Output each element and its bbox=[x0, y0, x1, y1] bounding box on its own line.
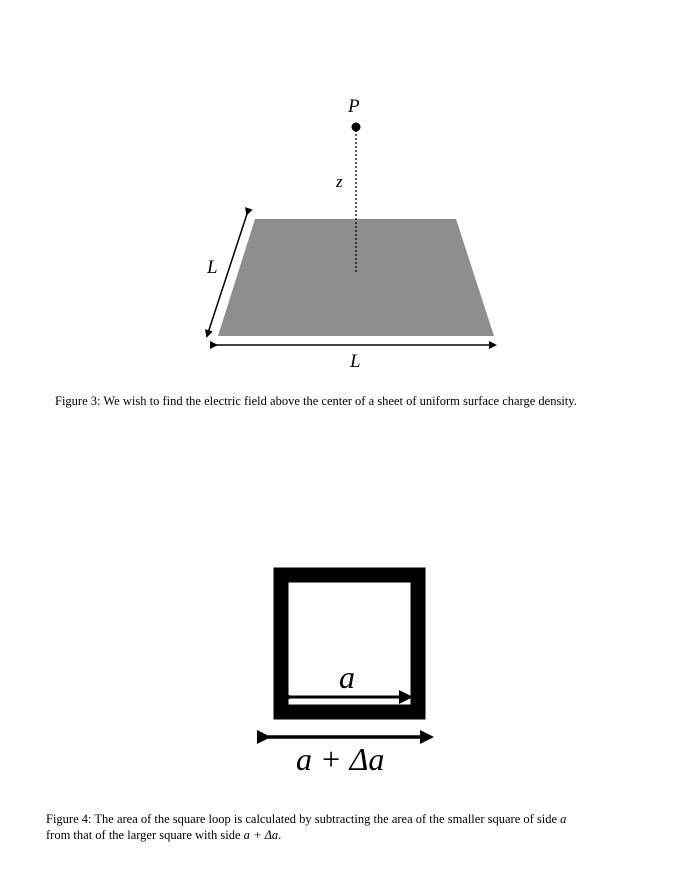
caption-line-2-suffix: . bbox=[278, 828, 282, 842]
caption-line-1-text: Figure 4: The area of the square loop is calculated by subtracting the area of the smaller square of side bbox=[46, 812, 561, 826]
label-z: z bbox=[336, 172, 343, 191]
caption-line-2-symbol: a + Δa bbox=[243, 828, 279, 842]
caption-line-2-text: from that of the larger square with side bbox=[46, 828, 244, 842]
label-a-plus-delta-a: a + Δa bbox=[296, 741, 385, 777]
label-p: P bbox=[348, 96, 360, 117]
label-a-inner: a bbox=[339, 659, 355, 695]
point-p-dot bbox=[352, 123, 361, 132]
charge-sheet bbox=[218, 219, 494, 336]
figure-4-caption-line-2 bbox=[46, 827, 676, 843]
caption-line-1-symbol: a bbox=[560, 812, 567, 826]
label-l-bottom: L bbox=[350, 351, 361, 372]
figure-4-caption bbox=[46, 811, 676, 843]
figure-4-caption-line-1 bbox=[46, 811, 676, 827]
figure-3-caption: Figure 3: We wish to find the electric field above the center of a sheet of uniform surface charge density. bbox=[55, 394, 577, 408]
label-l-side: L bbox=[207, 257, 218, 278]
